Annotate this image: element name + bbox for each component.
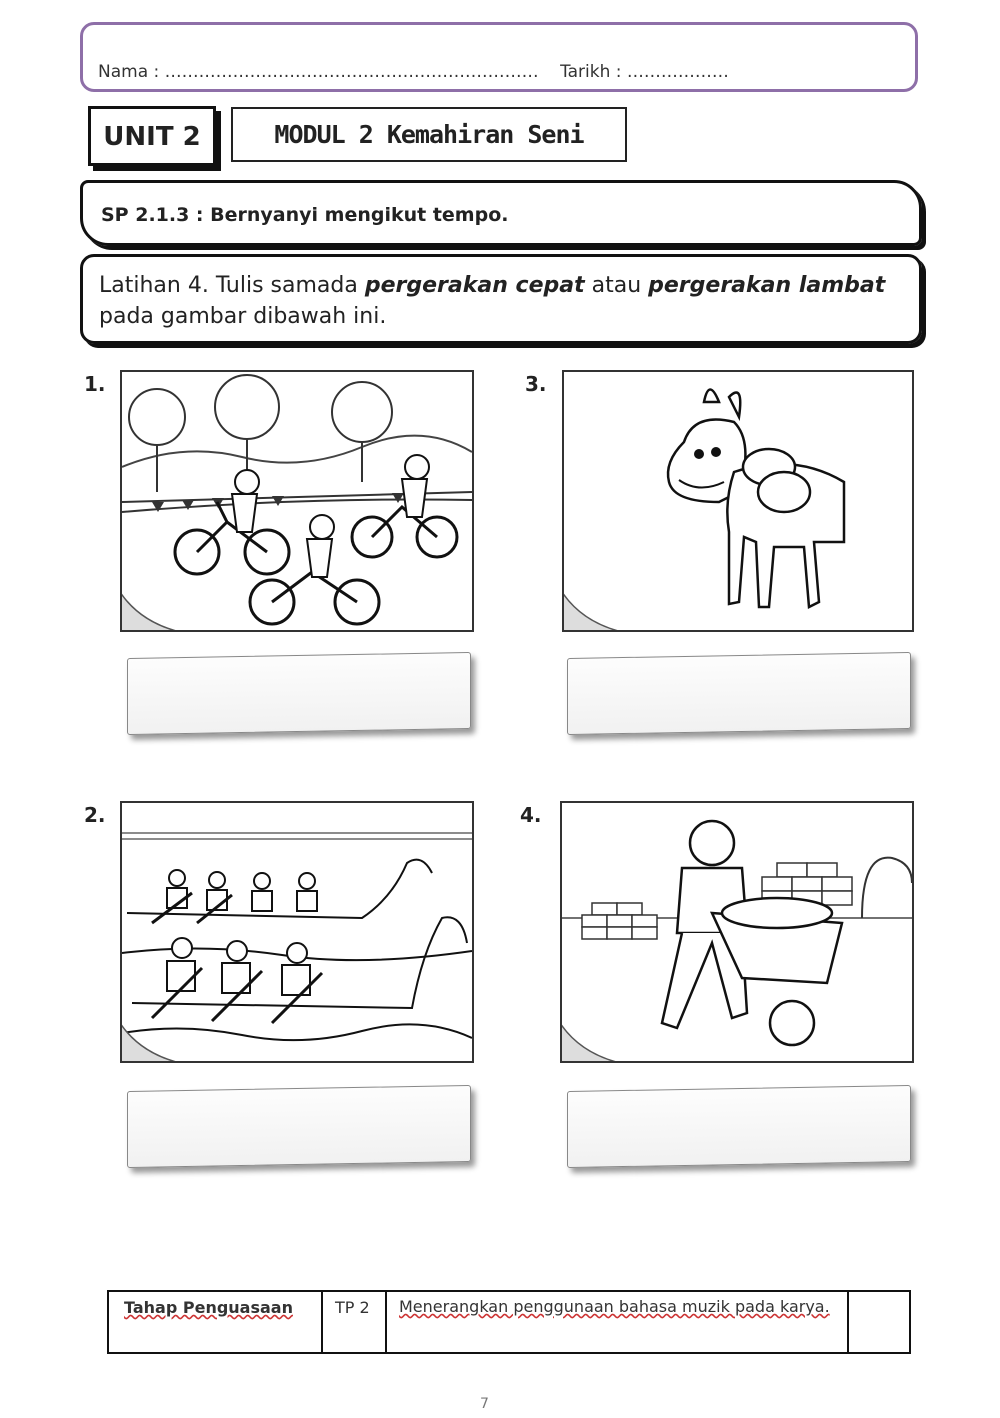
wheelbarrow-image — [560, 801, 914, 1063]
sp-text: SP 2.1.3 : Bernyanyi mengikut tempo. — [101, 204, 509, 226]
item-number-3: 3. — [525, 372, 547, 396]
level-cell — [323, 1292, 387, 1352]
module-box — [231, 107, 627, 162]
mastery-table — [107, 1290, 911, 1354]
module-title: MODUL 2 Kemahiran Seni — [274, 120, 584, 149]
item-number-4: 4. — [520, 803, 542, 827]
answer-box-3[interactable] — [567, 652, 911, 735]
cyclists-image — [120, 370, 474, 632]
unit-title: UNIT 2 — [103, 122, 201, 152]
item-number-1: 1. — [84, 372, 106, 396]
date-label[interactable]: Tarikh : ……………… — [560, 62, 729, 82]
description-cell — [387, 1292, 849, 1352]
page-number: 7 — [480, 1396, 489, 1412]
donkey-image — [562, 370, 914, 632]
description-text: Menerangkan penggunaan bahasa muzik pada karya. — [399, 1297, 830, 1316]
level-value: TP 2 — [335, 1298, 370, 1317]
unit-box — [88, 106, 216, 166]
name-date-line — [98, 62, 735, 82]
dragon-boat-image — [120, 801, 474, 1063]
answer-box-2[interactable] — [127, 1085, 471, 1168]
answer-box-1[interactable] — [127, 652, 471, 735]
answer-box-4[interactable] — [567, 1085, 911, 1168]
score-cell[interactable] — [849, 1292, 909, 1352]
instruction-text: Latihan 4. Tulis samada pergerakan cepat atau pergerakan lambat pada gambar dibawah ini. — [99, 273, 886, 329]
item-number-2: 2. — [84, 803, 106, 827]
mastery-label: Tahap Penguasaan — [124, 1298, 293, 1317]
name-label[interactable]: Nama : ………………………………………………………… — [98, 62, 539, 82]
mastery-label-cell — [109, 1292, 323, 1352]
